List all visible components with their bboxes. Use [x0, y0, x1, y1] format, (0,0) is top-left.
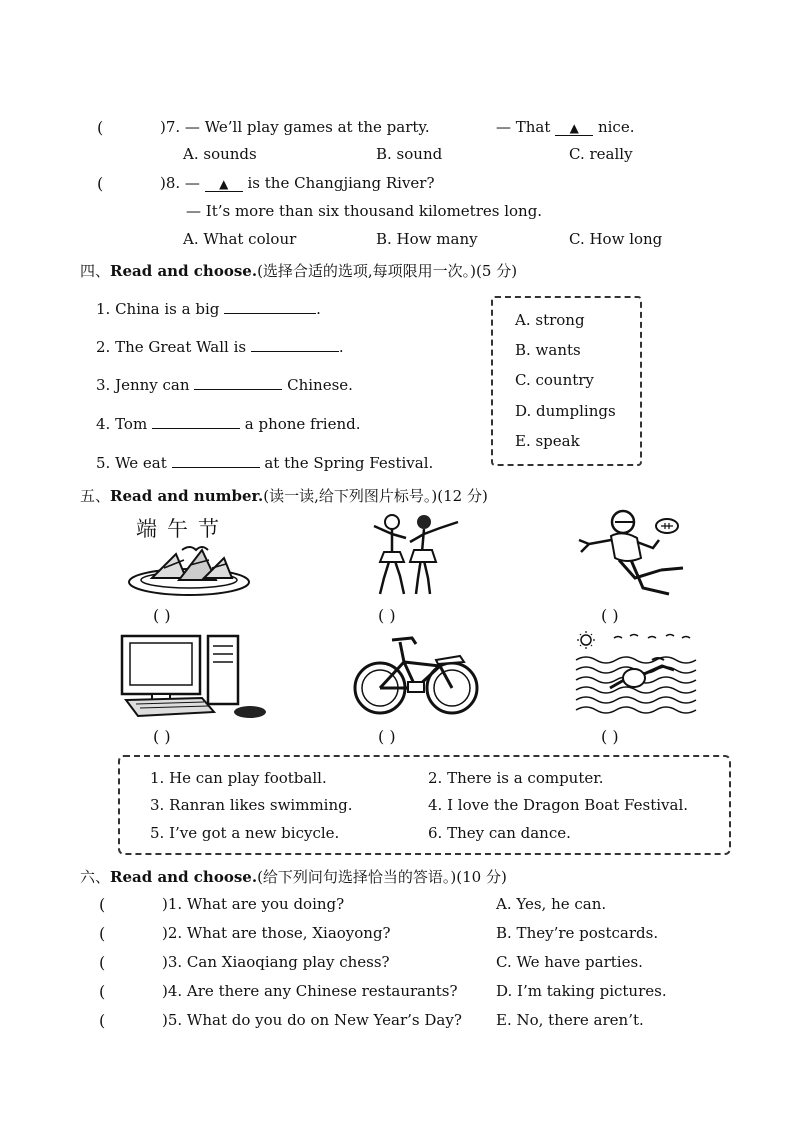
picture-2-paren[interactable]: ( ): [378, 606, 396, 625]
answer-paren-q3[interactable]: (: [99, 953, 106, 972]
fill-item-text: 5. We eat: [96, 454, 167, 472]
prompt-pre: )8. —: [160, 174, 200, 192]
fill-blank[interactable]: [251, 337, 339, 352]
picture-1-paren[interactable]: ( ): [153, 606, 171, 625]
sentence-5: 5. I’ve got a new bicycle.: [150, 824, 340, 842]
heading-chinese: (给下列问句选择恰当的答语。)(10 分): [257, 868, 507, 886]
heading-english: Read and choose.: [110, 262, 258, 280]
answer-blank-8[interactable]: ▲: [205, 177, 243, 192]
fill-item-text-after: a phone friend.: [244, 415, 361, 433]
fill-blank[interactable]: [224, 299, 316, 314]
fill-item-text: 1. China is a big: [96, 300, 220, 318]
reply-post: nice.: [597, 118, 635, 136]
answer-a: A. Yes, he can.: [496, 895, 607, 913]
sentence-6: 6. They can dance.: [428, 824, 571, 842]
answer-c: C. We have parties.: [496, 953, 643, 971]
question-1: )1. What are you doing?: [162, 895, 345, 913]
answer-paren-q2[interactable]: (: [99, 924, 106, 943]
option-a[interactable]: A. strong: [515, 311, 585, 329]
option-7c[interactable]: C. really: [569, 145, 633, 163]
fill-item-text-after: Chinese.: [287, 376, 353, 394]
sentence-4: 4. I love the Dragon Boat Festival.: [428, 796, 689, 814]
festival-caption: 端午节: [136, 517, 229, 541]
reply-pre: — That: [496, 118, 551, 136]
heading-english: Read and choose.: [110, 868, 258, 886]
option-8a[interactable]: A. What colour: [183, 230, 297, 248]
question-7-prompt: )7. — We’ll play games at the party.: [160, 118, 430, 136]
fill-item-text-after: at the Spring Festival.: [264, 454, 434, 472]
answer-paren-q4[interactable]: (: [99, 982, 106, 1001]
question-8-answer: — It’s more than six thousand kilometres long.: [186, 202, 543, 220]
option-b[interactable]: B. wants: [515, 341, 581, 359]
bicycle-picture: [352, 632, 480, 718]
fill-item-text-after: .: [316, 300, 321, 318]
option-c[interactable]: C. country: [515, 371, 594, 389]
answer-b: B. They’re postcards.: [496, 924, 659, 942]
fill-item-text: 3. Jenny can: [96, 376, 190, 394]
football-player-picture: [575, 508, 687, 600]
sentence-1: 1. He can play football.: [150, 769, 327, 787]
prompt-post: is the Changjiang River?: [247, 174, 435, 192]
sentence-2: 2. There is a computer.: [428, 769, 604, 787]
fill-item-text: 4. Tom: [96, 415, 148, 433]
heading-chinese: (选择合适的选项,每项限用一次。)(5 分): [257, 262, 518, 280]
fill-item-4: [96, 414, 361, 433]
fill-item-5: [96, 453, 433, 472]
answer-blank-7[interactable]: ▲: [555, 121, 593, 136]
answer-d: D. I’m taking pictures.: [496, 982, 667, 1000]
fill-blank[interactable]: [172, 453, 260, 468]
dancers-picture: [362, 508, 464, 598]
heading-number: 五、: [80, 487, 111, 505]
question-7-reply: [496, 118, 634, 136]
fill-blank[interactable]: [152, 414, 240, 429]
picture-6-paren[interactable]: ( ): [601, 727, 619, 746]
heading-english: Read and number.: [110, 487, 264, 505]
picture-5-paren[interactable]: ( ): [378, 727, 396, 746]
question-5: )5. What do you do on New Year’s Day?: [162, 1011, 462, 1029]
question-4: )4. Are there any Chinese restaurants?: [162, 982, 458, 1000]
section-6-heading: [80, 866, 507, 887]
fill-item-1: [96, 299, 321, 318]
fill-item-2: [96, 337, 344, 356]
answer-paren-q1[interactable]: (: [99, 895, 106, 914]
fill-blank[interactable]: [194, 375, 282, 390]
heading-number: 四、: [80, 262, 111, 280]
zongzi-picture: [124, 540, 254, 598]
sentence-3: 3. Ranran likes swimming.: [150, 796, 353, 814]
option-7a[interactable]: A. sounds: [183, 145, 257, 163]
question-2: )2. What are those, Xiaoyong?: [162, 924, 391, 942]
computer-picture: [118, 632, 270, 722]
option-7b[interactable]: B. sound: [376, 145, 443, 163]
option-8c[interactable]: C. How long: [569, 230, 663, 248]
fill-item-text: 2. The Great Wall is: [96, 338, 247, 356]
answer-paren-q5[interactable]: (: [99, 1011, 106, 1030]
option-8b[interactable]: B. How many: [376, 230, 478, 248]
question-8-prompt: [160, 174, 435, 192]
section-4-heading: [80, 260, 517, 281]
option-e[interactable]: E. speak: [515, 432, 580, 450]
fill-item-3: [96, 375, 353, 394]
answer-paren-8[interactable]: (: [97, 174, 104, 193]
section-5-heading: [80, 485, 488, 506]
picture-4-paren[interactable]: ( ): [153, 727, 171, 746]
answer-paren-7[interactable]: (: [97, 118, 104, 137]
answer-e: E. No, there aren’t.: [496, 1011, 644, 1029]
heading-number: 六、: [80, 868, 111, 886]
picture-3-paren[interactable]: ( ): [601, 606, 619, 625]
heading-chinese: (读一读,给下列图片标号。)(12 分): [263, 487, 488, 505]
fill-item-text-after: .: [338, 338, 344, 356]
swimming-picture: [574, 630, 698, 720]
option-d[interactable]: D. dumplings: [515, 402, 616, 420]
question-3: )3. Can Xiaoqiang play chess?: [162, 953, 390, 971]
